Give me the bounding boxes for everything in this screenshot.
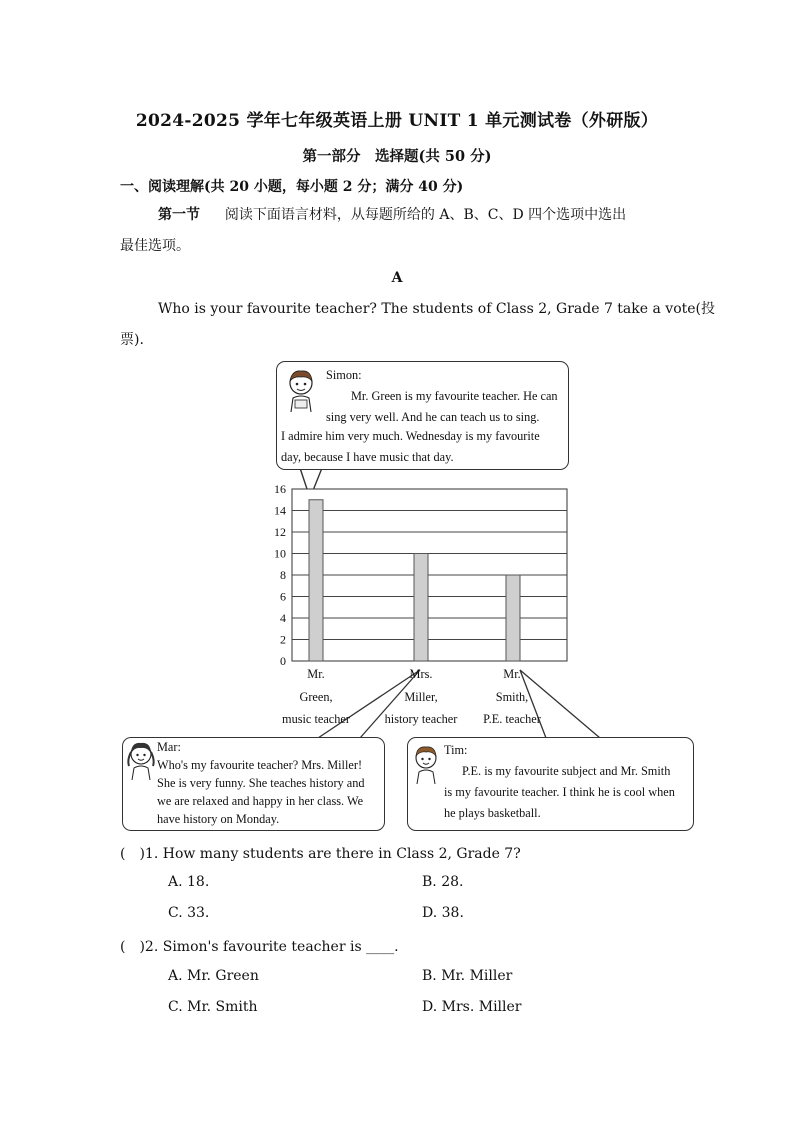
boy-avatar-icon [284, 368, 318, 412]
section-heading: 一、阅读理解(共 20 小题，每小题 2 分；满分 40 分) [120, 179, 464, 195]
mar-name: Mar: [157, 740, 181, 754]
category-green-line-2: Green, [299, 689, 333, 704]
boy-avatar-icon [411, 744, 441, 784]
tim-line-2: is my favourite teacher. I think he is cool when [444, 785, 675, 799]
girl-avatar-icon [126, 740, 156, 780]
category-smith-line-3: P.E. teacher [483, 712, 541, 726]
y-tick-label: 14 [274, 503, 286, 518]
simon-line-4: day, because I have music that day. [281, 450, 454, 464]
category-green-line-1: Mr. [307, 667, 325, 681]
mar-line-3: we are relaxed and happy in her class. We [157, 794, 364, 808]
bar-3 [506, 575, 520, 661]
question-1-option-c: C. 33. [168, 905, 210, 921]
y-tick-label: 4 [280, 611, 286, 625]
y-tick-label: 6 [280, 589, 286, 604]
category-smith-line-2: Smith, [495, 689, 529, 704]
mar-line-2: She is very funny. She teaches history and [157, 776, 365, 790]
subsection-label: 第一节 [158, 207, 200, 223]
simon-name: Simon: [326, 368, 362, 382]
bar-1 [309, 500, 323, 661]
category-label-smith [472, 663, 552, 731]
simon-speech-bubble [276, 361, 569, 470]
question-2-option-c: C. Mr. Smith [168, 999, 258, 1015]
tim-line-3: he plays basketball. [444, 806, 541, 820]
intro-line-1: Who is your favourite teacher? The students of Class 2, Grade 7 take a vote(投 [158, 301, 715, 317]
mar-line-4: have history on Monday. [157, 812, 280, 826]
bar-2 [414, 554, 428, 662]
category-smith-line-1: Mr. [503, 667, 521, 681]
question-1-stem: ( )1. How many students are there in Class 2, Grade 7? [120, 846, 521, 862]
instruction-line-1: 阅读下面语言材料，从每题所给的 A、B、C、D 四个选项中选出 [224, 207, 627, 223]
category-label-green [276, 663, 356, 731]
y-tick-label: 2 [280, 632, 286, 647]
simon-line-2: sing very well. And he can teach us to sing. [326, 410, 540, 424]
part-heading: 第一部分 选择题(共 50 分) [302, 148, 492, 165]
simon-line-3: I admire him very much. Wednesday is my favourite [281, 429, 540, 443]
question-1-option-a: A. 18. [168, 874, 210, 890]
question-2-option-a: A. Mr. Green [168, 968, 259, 984]
y-tick-label: 0 [280, 654, 286, 668]
y-tick-label: 8 [280, 568, 286, 582]
question-2-option-d: D. Mrs. Miller [422, 999, 522, 1015]
question-2-stem: ( )2. Simon's favourite teacher is ____. [120, 939, 399, 955]
category-label-miller [378, 663, 464, 731]
question-2-option-b: B. Mr. Miller [422, 968, 513, 984]
mar-speech-bubble [122, 737, 385, 831]
tim-speech-bubble [407, 737, 694, 831]
question-1-option-d: D. 38. [422, 905, 464, 921]
question-1-option-b: B. 28. [422, 874, 464, 890]
vote-bar-chart [260, 480, 580, 670]
passage-label: A [391, 270, 403, 286]
page-title: 2024-2025 学年七年级英语上册 UNIT 1 单元测试卷（外研版） [135, 111, 659, 131]
mar-line-1: Who's my favourite teacher? Mrs. Miller! [157, 758, 363, 772]
tim-line-1: P.E. is my favourite subject and Mr. Smith [462, 764, 671, 778]
category-miller-line-1: Mrs. [409, 667, 433, 681]
tim-name: Tim: [444, 743, 468, 757]
category-green-line-3: music teacher [282, 712, 350, 726]
y-tick-label: 16 [274, 482, 286, 496]
y-tick-label: 10 [274, 546, 286, 561]
y-tick-label: 12 [274, 525, 286, 539]
instruction-line-2: 最佳选项。 [120, 238, 190, 254]
category-miller-line-2: Miller, [404, 689, 438, 704]
intro-line-2: 票). [120, 332, 144, 348]
simon-line-1: Mr. Green is my favourite teacher. He can [351, 389, 558, 403]
category-miller-line-3: history teacher [384, 712, 458, 726]
